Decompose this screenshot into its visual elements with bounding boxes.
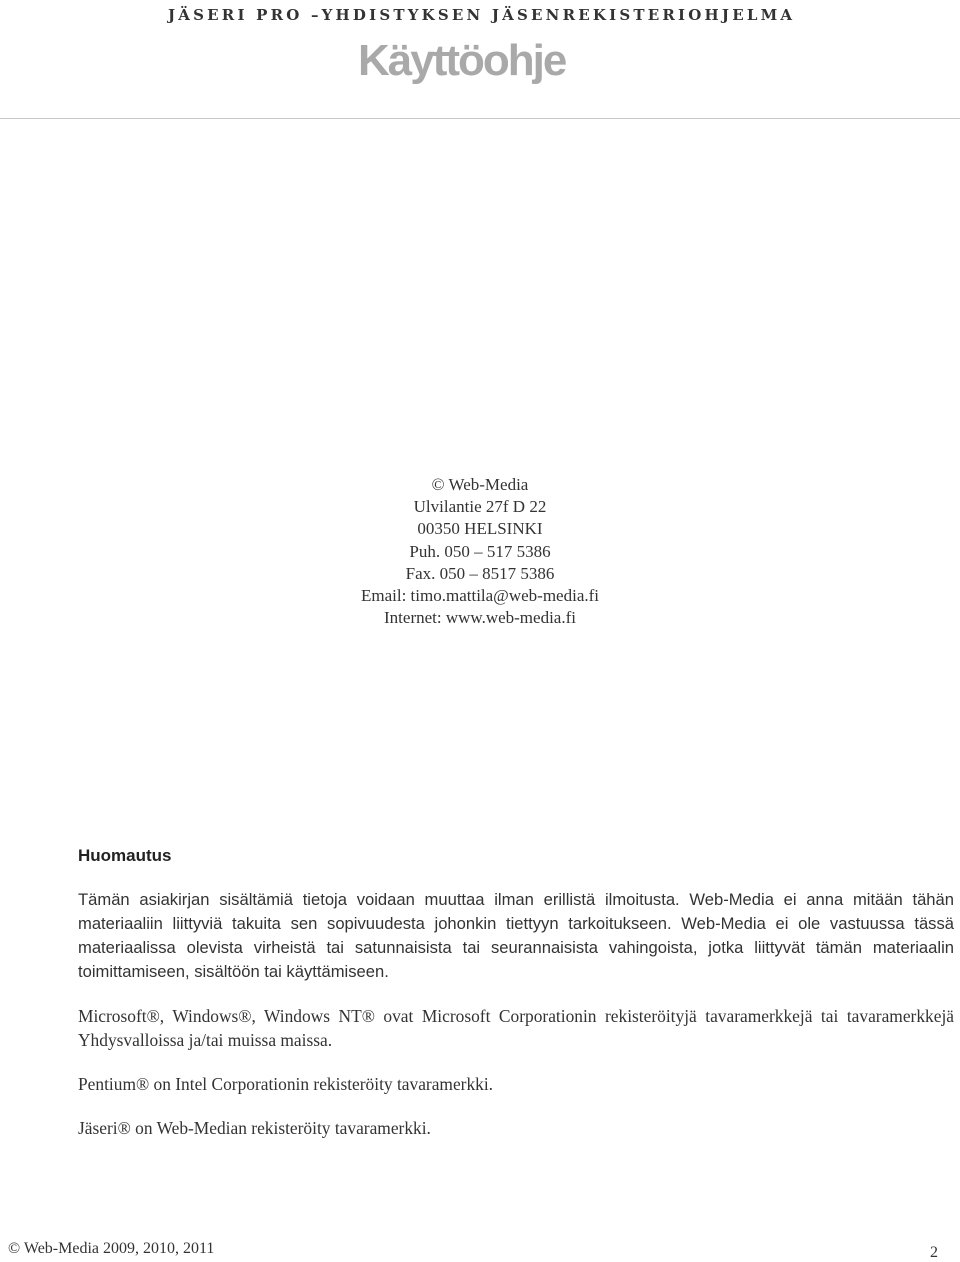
publisher-fax-line: Fax. 050 – 8517 5386 bbox=[405, 563, 555, 583]
series-title: JÄSERI PRO –YHDISTYKSEN JÄSENREKISTERIOHJELMA bbox=[168, 6, 796, 24]
publisher-address-block bbox=[0, 474, 960, 629]
jaseri-trademark-paragraph: Jäseri® on Web-Median rekisteröity tavaramerkki. bbox=[78, 1118, 431, 1138]
publisher-website-line: Internet: www.web-media.fi bbox=[384, 608, 576, 628]
disclaimer-paragraph: Tämän asiakirjan sisältämiä tietoja voidaan muuttaa ilman erillistä ilmoitusta. Web-Media ei anna mitään tähän materiaaliin liittyviä takuita sen sopivuudesta johonkin tiettyyn tarkoitukseen. Web-Media ei ole vastuussa tässä materiaalissa olevista virheistä tai satunnaisista tai seurannaisista vahingoista, jotka liittyvät tämän materiaalin toimittamiseen, sisältöön tai käyttämiseen. bbox=[78, 890, 954, 981]
publisher-copyright-line: © Web-Media bbox=[431, 475, 529, 494]
notice-heading: Huomautus bbox=[78, 846, 172, 865]
publisher-email-line: Email: timo.mattila@web-media.fi bbox=[360, 586, 599, 606]
publisher-phone-line: Puh. 050 – 517 5386 bbox=[409, 541, 551, 561]
header-divider bbox=[0, 118, 960, 119]
microsoft-trademark-paragraph: Microsoft®, Windows®, Windows NT® ovat Microsoft Corporationin rekisteröityjä tavaramerkkejä tai tavaramerkkejä Yhdysvalloissa ja/tai muissa maissa. bbox=[78, 1006, 954, 1050]
page-number: 2 bbox=[930, 1244, 938, 1261]
publisher-city-line: 00350 HELSINKI bbox=[417, 519, 543, 539]
notice-section bbox=[78, 846, 954, 1160]
footer-copyright: © Web-Media 2009, 2010, 2011 bbox=[8, 1240, 215, 1257]
publisher-street-line: Ulvilantie 27f D 22 bbox=[413, 497, 547, 517]
pentium-trademark-paragraph: Pentium® on Intel Corporationin rekisteröity tavaramerkki. bbox=[78, 1074, 494, 1094]
document-title: Käyttöohje bbox=[358, 36, 566, 85]
